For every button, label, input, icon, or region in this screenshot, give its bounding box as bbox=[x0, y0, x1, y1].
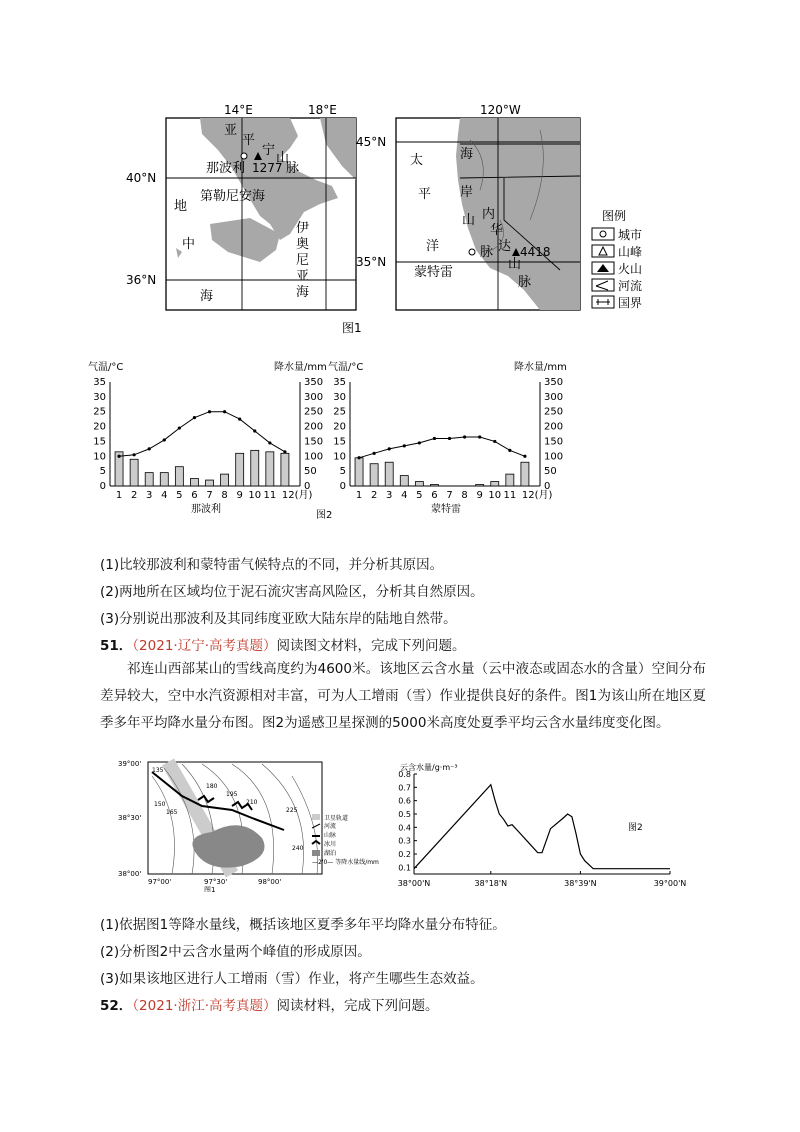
month-label: 11 bbox=[263, 490, 277, 501]
sea-label: 第勒尼安海 bbox=[200, 189, 266, 204]
map-label: 山 bbox=[276, 151, 290, 166]
question: (2)分析图2中云含水量两个峰值的形成原因。 bbox=[100, 944, 371, 960]
month-label: 5 bbox=[176, 490, 183, 501]
precip-bar bbox=[370, 464, 378, 486]
lat-label: 35°N bbox=[356, 255, 387, 269]
tick-label: 50 bbox=[544, 466, 557, 478]
question: (1)比较那波利和蒙特雷气候特点的不同，并分析其原因。 bbox=[100, 557, 444, 573]
contour-label: 180 bbox=[206, 783, 218, 790]
ocean-label: 洋 bbox=[426, 239, 440, 254]
month-label: 8 bbox=[221, 490, 228, 501]
legend-item: 山脉 bbox=[324, 832, 337, 839]
precip-bar bbox=[355, 458, 363, 486]
tick-label: 15 bbox=[93, 436, 106, 448]
map-label: 宁 bbox=[262, 143, 276, 158]
temp-point bbox=[253, 429, 256, 432]
precip-bar bbox=[400, 476, 408, 486]
tick-label: 38°00'N bbox=[397, 879, 431, 888]
temp-point bbox=[357, 456, 360, 459]
lon-label: 98°00' bbox=[258, 878, 282, 886]
question-instruction: 阅读图文材料，完成下列问题。 bbox=[276, 638, 466, 654]
temp-point bbox=[508, 449, 511, 452]
lat-label: 38°00' bbox=[118, 870, 142, 878]
sea-label: 奥 bbox=[296, 237, 310, 252]
tick-label: 5 bbox=[339, 466, 346, 478]
map-legend bbox=[592, 208, 642, 310]
month-label: 9 bbox=[476, 490, 483, 501]
tick-label: 0.2 bbox=[398, 850, 411, 859]
month-label: 2 bbox=[370, 490, 378, 501]
sea-label: 尼 bbox=[296, 253, 310, 268]
precip-bar bbox=[281, 453, 289, 486]
tick-label: 10 bbox=[93, 451, 106, 463]
temp-point bbox=[433, 437, 436, 440]
temp-point bbox=[208, 410, 211, 413]
precip-bar bbox=[506, 474, 514, 486]
sea-label: 中 bbox=[182, 237, 196, 252]
figure-51-precip-map bbox=[112, 756, 402, 892]
axis-label-temp: 气温/°C bbox=[88, 362, 124, 373]
temp-point bbox=[178, 426, 181, 429]
range-label: 脉 bbox=[518, 275, 532, 290]
temp-point bbox=[238, 418, 241, 421]
tick-label: 25 bbox=[333, 406, 346, 418]
contour-label: 150 bbox=[154, 801, 166, 808]
precip-bar bbox=[251, 450, 259, 486]
range-label: 山 bbox=[508, 257, 522, 272]
axis-label-precip: 降水量/mm bbox=[514, 362, 567, 373]
question-header bbox=[100, 637, 466, 655]
city-icon bbox=[241, 153, 247, 159]
tick-label: 0.8 bbox=[398, 770, 411, 779]
tick-label: 0.1 bbox=[398, 863, 411, 873]
month-label: 4 bbox=[401, 490, 408, 501]
figure-caption: 图1 bbox=[204, 886, 216, 892]
range-label: 内 bbox=[482, 207, 496, 222]
question: (3)如果该地区进行人工增雨（雪）作业，将产生哪些生态效益。 bbox=[100, 971, 484, 987]
tick-label: 100 bbox=[304, 451, 324, 463]
tick-label: 250 bbox=[544, 406, 564, 418]
precip-bar bbox=[415, 482, 423, 486]
question-number: 51． bbox=[100, 638, 133, 654]
tick-label: 350 bbox=[304, 377, 324, 388]
tick-label: 25 bbox=[93, 406, 106, 418]
legend-item: 山峰 bbox=[618, 245, 643, 259]
peak-label: 4418 bbox=[520, 245, 551, 259]
precip-bar bbox=[160, 473, 168, 486]
legend-item: 火山 bbox=[618, 262, 643, 276]
month-label: 1 bbox=[355, 490, 363, 501]
range-label: 达 bbox=[498, 239, 512, 254]
tick-label: 100 bbox=[544, 451, 564, 463]
month-label: 5 bbox=[416, 490, 423, 501]
tick-label: 150 bbox=[544, 436, 564, 448]
lat-label: 45°N bbox=[356, 135, 387, 149]
tick-label: 200 bbox=[544, 421, 564, 433]
question-number: 52． bbox=[100, 998, 133, 1014]
question-header bbox=[100, 997, 439, 1015]
axis-label-y: 云含水量/g·m⁻³ bbox=[400, 763, 458, 772]
contour-label: 225 bbox=[286, 807, 298, 814]
temp-point bbox=[223, 410, 226, 413]
month-label: 9 bbox=[236, 490, 243, 501]
tick-label: 20 bbox=[333, 421, 346, 433]
map-italy bbox=[166, 118, 356, 310]
tick-label: 5 bbox=[99, 466, 106, 478]
tick-label: 30 bbox=[93, 391, 106, 403]
material-paragraph: 祁连山西部某山的雪线高度约为4600米。该地区云含水量（云中液态或固态水的含量）空间分布差异较大，空中水汽资源相对丰富，可为人工增雨（雪）作业提供良好的条件。图1为该山所在地区夏季多年平均降水量分布图。图2为遥感卫星探测的5000米高度处夏季平均云含水量纬度变化图。 bbox=[100, 661, 706, 731]
month-label: 6 bbox=[431, 490, 438, 501]
temp-point bbox=[148, 447, 151, 450]
tick-label: 0 bbox=[304, 481, 311, 492]
tick-label: 0.7 bbox=[398, 783, 411, 793]
city-icon bbox=[469, 249, 475, 255]
range-label: 华 bbox=[490, 223, 504, 238]
month-label: 8 bbox=[461, 490, 468, 501]
axis-label-precip: 降水量/mm bbox=[274, 362, 327, 373]
temp-point bbox=[388, 447, 391, 450]
tick-label: 0 bbox=[544, 481, 551, 492]
figure-51-cloud-chart bbox=[392, 762, 692, 904]
city-label: 蒙特雷 bbox=[414, 265, 454, 280]
precip-bar bbox=[130, 459, 138, 486]
temp-point bbox=[418, 441, 421, 444]
month-label: 7 bbox=[446, 490, 453, 501]
tick-label: 200 bbox=[304, 421, 324, 433]
temp-point bbox=[193, 416, 196, 419]
month-label: 6 bbox=[191, 490, 198, 501]
figure-caption: 图1 bbox=[342, 321, 362, 335]
precip-bar bbox=[266, 452, 274, 486]
temp-point bbox=[163, 438, 166, 441]
lon-label: 97°00' bbox=[148, 878, 172, 886]
month-label: 1 bbox=[115, 490, 123, 501]
question: (3)分别说出那波利及其同纬度亚欧大陆东岸的陆地自然带。 bbox=[100, 611, 457, 627]
axis-label-temp: 气温/°C bbox=[328, 362, 364, 373]
sea-label: 海 bbox=[200, 289, 214, 304]
tick-label: 30 bbox=[333, 391, 346, 403]
tick-label: 0.6 bbox=[398, 796, 411, 806]
station-name: 蒙特雷 bbox=[431, 504, 461, 515]
lon-label: 14°E bbox=[224, 103, 253, 117]
tick-label: 0.3 bbox=[398, 836, 411, 846]
month-label: 3 bbox=[146, 490, 153, 501]
legend-item: 冰川 bbox=[324, 841, 337, 848]
lon-label: 97°30' bbox=[204, 878, 228, 886]
precip-bar bbox=[145, 473, 153, 486]
ocean-label: 平 bbox=[418, 187, 432, 202]
legend-item: 河流 bbox=[324, 823, 337, 830]
figure-caption: 图2 bbox=[316, 510, 333, 521]
legend-item: 卫星轨道 bbox=[324, 815, 349, 822]
range-label: 海 bbox=[460, 147, 474, 162]
month-label: 10 bbox=[248, 490, 262, 501]
figure-2-climate-charts bbox=[80, 356, 600, 526]
range-label: 岸 bbox=[460, 185, 474, 200]
tick-label: 300 bbox=[544, 391, 564, 403]
lat-label: 39°00' bbox=[118, 760, 142, 768]
ocean-label: 太 bbox=[410, 153, 424, 168]
temp-point bbox=[523, 455, 526, 458]
temp-point bbox=[268, 441, 271, 444]
tick-label: 38°39'N bbox=[564, 879, 597, 888]
question-source: （2021·浙江·高考真题） bbox=[132, 998, 277, 1014]
precip-bar bbox=[190, 479, 198, 486]
month-label: 3 bbox=[386, 490, 393, 501]
precip-bar bbox=[175, 467, 183, 486]
temp-point bbox=[403, 444, 406, 447]
precip-bar bbox=[236, 453, 244, 486]
tick-label: 39°00'N bbox=[653, 879, 687, 888]
precip-bar bbox=[206, 480, 214, 486]
range-label: 脉 bbox=[480, 245, 494, 260]
precip-bar bbox=[221, 474, 229, 486]
tick-label: 150 bbox=[304, 436, 324, 448]
tick-label: 38°18'N bbox=[474, 879, 508, 888]
month-label: 10 bbox=[488, 490, 502, 501]
contour-label: 135 bbox=[152, 767, 164, 774]
tick-label: 15 bbox=[333, 436, 346, 448]
month-label: 7 bbox=[206, 490, 213, 501]
contour-label: 195 bbox=[226, 791, 238, 798]
contour-label: 240 bbox=[292, 845, 304, 852]
temp-line bbox=[119, 412, 285, 457]
station-name: 那波利 bbox=[191, 504, 221, 515]
legend-title: 图例 bbox=[602, 209, 627, 223]
legend-item: —2'0— 等降水量线/mm bbox=[312, 859, 379, 866]
sea-label: 海 bbox=[296, 285, 310, 300]
tick-label: 250 bbox=[304, 406, 324, 418]
figure-caption: 图2 bbox=[628, 823, 643, 833]
question-source: （2021·辽宁·高考真题） bbox=[132, 638, 277, 654]
temp-point bbox=[493, 440, 496, 443]
lat-label: 40°N bbox=[126, 171, 157, 185]
legend-item: 城市 bbox=[618, 228, 643, 242]
question-instruction: 阅读材料，完成下列问题。 bbox=[276, 998, 439, 1014]
temp-point bbox=[373, 452, 376, 455]
month-label: 11 bbox=[503, 490, 517, 501]
lat-label: 36°N bbox=[126, 273, 157, 287]
month-label: 2 bbox=[130, 490, 138, 501]
month-label: 12(月) bbox=[521, 490, 553, 501]
sea-label: 亚 bbox=[296, 269, 310, 284]
legend-item: 河流 bbox=[618, 279, 643, 293]
month-label: 4 bbox=[161, 490, 168, 501]
tick-label: 0 bbox=[339, 481, 346, 492]
map-label: 亚 bbox=[224, 123, 238, 138]
month-label: 12(月) bbox=[281, 490, 313, 501]
question: (2)两地所在区域均位于泥石流灾害高风险区，分析其自然原因。 bbox=[100, 584, 484, 600]
tick-label: 350 bbox=[544, 377, 564, 388]
legend-item: 国界 bbox=[618, 296, 643, 310]
sea-label: 伊 bbox=[296, 221, 310, 236]
temp-point bbox=[117, 455, 120, 458]
tick-label: 300 bbox=[304, 391, 324, 403]
sea-label: 地 bbox=[174, 199, 188, 214]
city-label: 那波利 bbox=[206, 161, 246, 176]
contour-label: 210 bbox=[246, 799, 258, 806]
temp-point bbox=[463, 435, 466, 438]
precip-bar bbox=[430, 485, 438, 486]
temp-point bbox=[283, 450, 286, 453]
temp-point bbox=[478, 435, 481, 438]
tick-label: 35 bbox=[333, 377, 346, 388]
precip-bar bbox=[491, 482, 499, 486]
tick-label: 10 bbox=[333, 451, 346, 463]
tick-label: 20 bbox=[93, 421, 106, 433]
tick-label: 0 bbox=[99, 481, 106, 492]
tick-label: 50 bbox=[304, 466, 317, 478]
map-label: 平 bbox=[242, 133, 256, 148]
temp-point bbox=[448, 437, 451, 440]
peak-label: 1277 bbox=[252, 161, 283, 175]
lon-label: 18°E bbox=[308, 103, 337, 117]
tick-label: 0.4 bbox=[398, 823, 411, 833]
temp-line bbox=[359, 437, 525, 458]
map-label: 脉 bbox=[286, 161, 300, 176]
lat-label: 38°30' bbox=[118, 814, 142, 822]
legend-item: 湖泊 bbox=[324, 850, 337, 857]
temp-point bbox=[133, 453, 136, 456]
city-icon bbox=[600, 231, 606, 237]
precip-bar bbox=[385, 462, 393, 486]
range-label: 山 bbox=[462, 213, 476, 228]
question: (1)依据图1等降水量线，概括该地区夏季多年平均降水量分布特征。 bbox=[100, 917, 506, 933]
figure-1-maps bbox=[120, 100, 660, 340]
contour-label: 165 bbox=[166, 809, 178, 816]
precip-bar bbox=[476, 485, 484, 486]
tick-label: 0.5 bbox=[398, 810, 411, 819]
lon-label: 120°W bbox=[480, 103, 521, 117]
tick-label: 35 bbox=[93, 377, 106, 388]
precip-bar bbox=[521, 462, 529, 486]
